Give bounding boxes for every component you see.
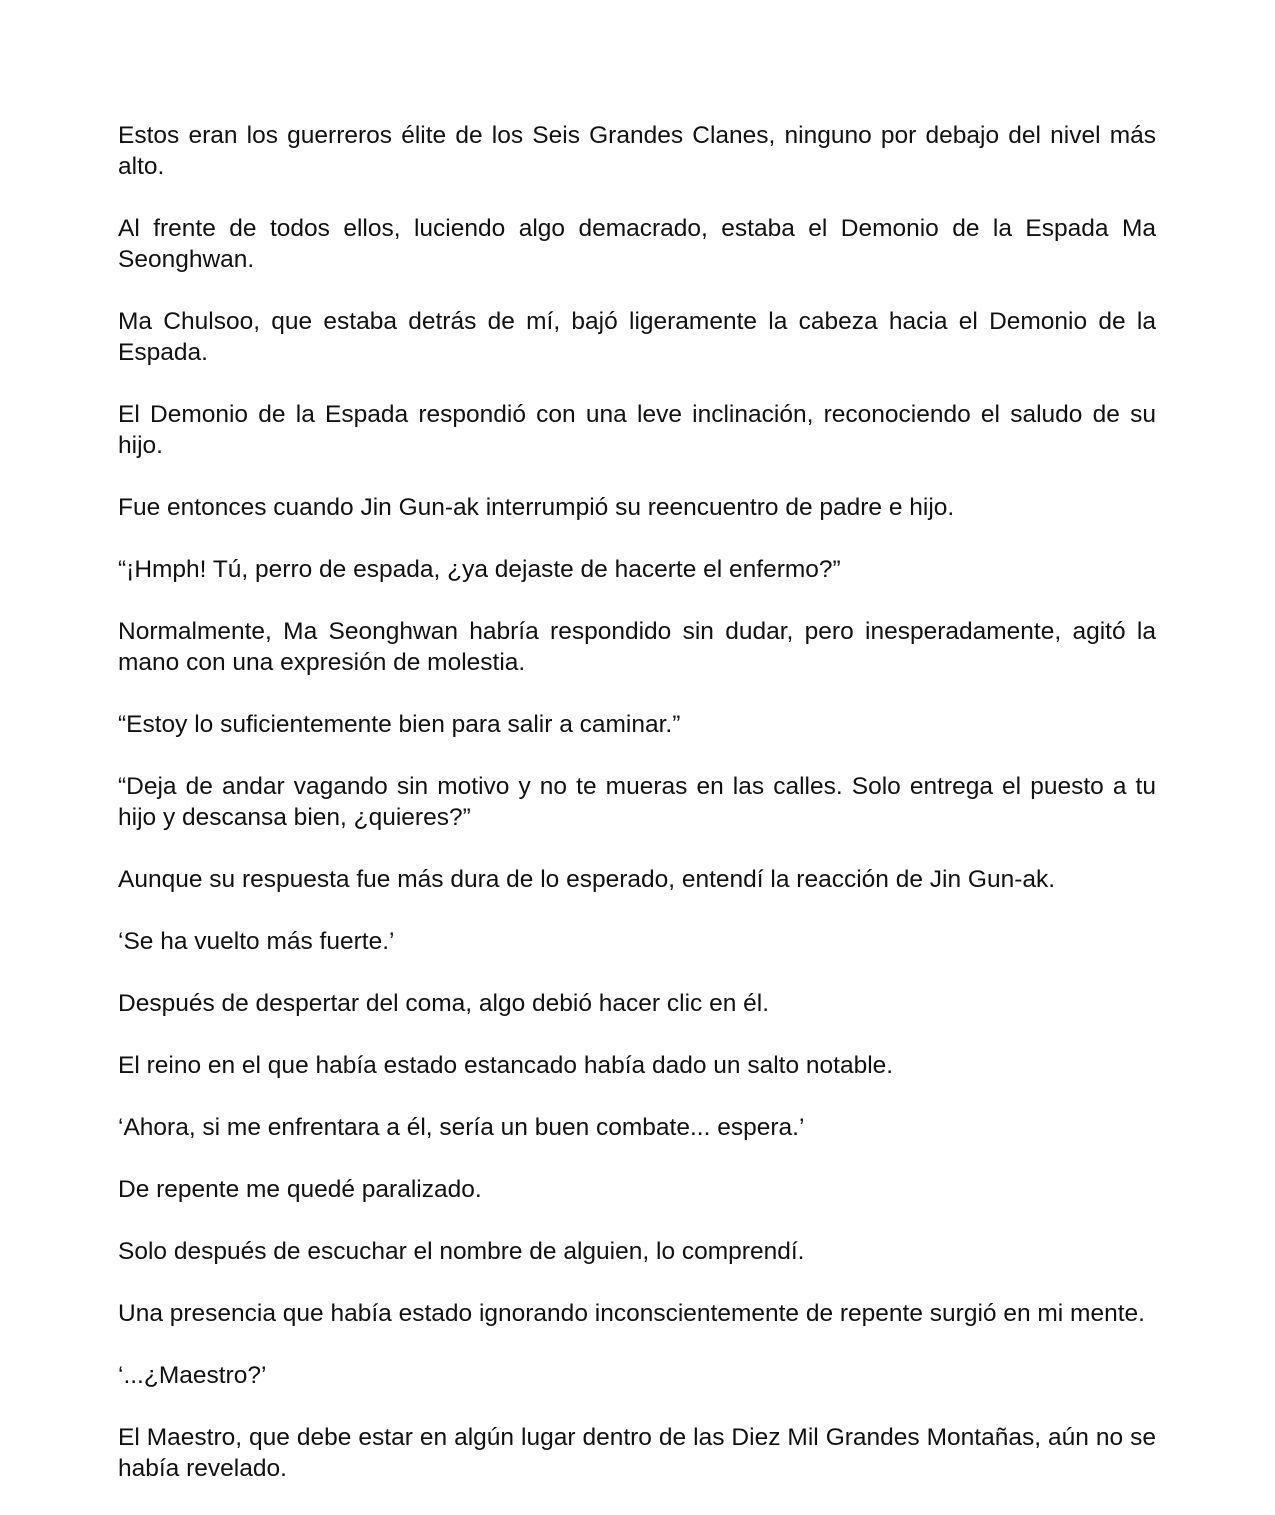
paragraph: Fue entonces cuando Jin Gun-ak interrumpió su reencuentro de padre e hijo.: [118, 494, 955, 521]
paragraph: “¡Hmph! Tú, perro de espada, ¿ya dejaste de hacerte el enfermo?”: [118, 556, 841, 583]
paragraph: De repente me quedé paralizado.: [118, 1176, 482, 1203]
paragraph: Estos eran los guerreros élite de los Seis Grandes Clanes, ninguno por debajo del nivel más alto.: [118, 122, 1156, 180]
paragraph: Aunque su respuesta fue más dura de lo esperado, entendí la reacción de Jin Gun-ak.: [118, 866, 1056, 893]
document-body: [118, 120, 1156, 1515]
paragraph: Después de despertar del coma, algo debió hacer clic en él.: [118, 990, 769, 1017]
paragraph: “Estoy lo suficientemente bien para salir a caminar.”: [118, 711, 681, 738]
paragraph: ‘Ahora, si me enfrentara a él, sería un buen combate... espera.’: [118, 1114, 805, 1141]
paragraph: “Deja de andar vagando sin motivo y no te mueras en las calles. Solo entrega el puesto a tu hijo y descansa bien, ¿quieres?”: [118, 773, 1156, 831]
paragraph: Ma Chulsoo, que estaba detrás de mí, bajó ligeramente la cabeza hacia el Demonio de la Espada.: [118, 308, 1156, 366]
paragraph: Solo después de escuchar el nombre de alguien, lo comprendí.: [118, 1238, 805, 1265]
paragraph: Normalmente, Ma Seonghwan habría respondido sin dudar, pero inesperadamente, agitó la mano con una expresión de molestia.: [118, 618, 1156, 676]
paragraph: El reino en el que había estado estancado había dado un salto notable.: [118, 1052, 894, 1079]
paragraph: Al frente de todos ellos, luciendo algo demacrado, estaba el Demonio de la Espada Ma Seonghwan.: [118, 215, 1156, 273]
paragraph: ‘...¿Maestro?’: [118, 1362, 267, 1389]
paragraph: ‘Se ha vuelto más fuerte.’: [118, 928, 395, 955]
paragraph: Una presencia que había estado ignorando inconscientemente de repente surgió en mi mente.: [118, 1300, 1145, 1327]
paragraph: El Demonio de la Espada respondió con una leve inclinación, reconociendo el saludo de su hijo.: [118, 401, 1156, 459]
paragraph: El Maestro, que debe estar en algún lugar dentro de las Diez Mil Grandes Montañas, aún no se había revelado.: [118, 1424, 1156, 1482]
